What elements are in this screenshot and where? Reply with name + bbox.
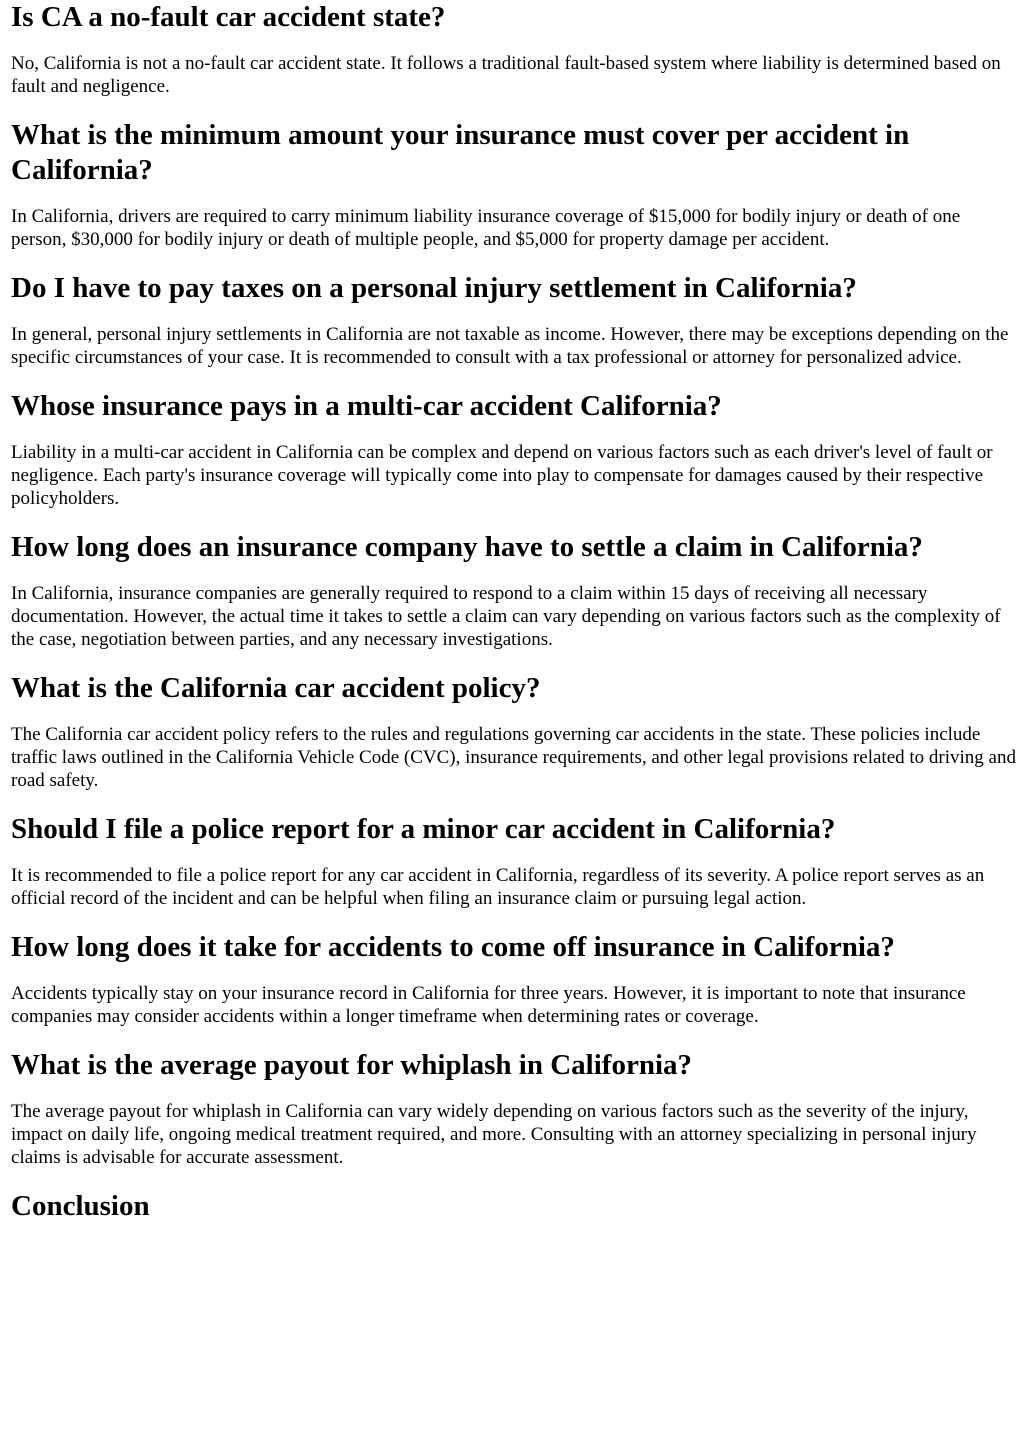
faq-item	[11, 930, 1016, 1048]
faq-item	[11, 812, 1016, 930]
faq-item	[11, 389, 1016, 530]
faq-item	[11, 271, 1016, 389]
faq-item	[11, 118, 1016, 271]
faq-answer: In general, personal injury settlements in California are not taxable as income. However, there may be exceptions depending on the specific circumstances of your case. It is recommended to consult with a tax professional or attorney for personalized advice.	[11, 324, 1009, 368]
faq-answer: The California car accident policy refers to the rules and regulations governing car accidents in the state. These policies include traffic laws outlined in the California Vehicle Code (CVC), insurance requirements, and other legal provisions related to driving and road safety.	[11, 724, 1016, 791]
faq-question: Whose insurance pays in a multi-car accident California?	[11, 390, 722, 422]
faq-question: What is the California car accident policy?	[11, 672, 541, 704]
faq-answer: In California, drivers are required to carry minimum liability insurance coverage of $15,000 for bodily injury or death of one person, $30,000 for bodily injury or death of multiple people, and $5,000 for property damage per accident.	[11, 206, 961, 250]
faq-question: Is CA a no-fault car accident state?	[11, 1, 446, 33]
faq-question: What is the minimum amount your insurance must cover per accident in California?	[11, 119, 910, 186]
faq-question: Should I file a police report for a minor car accident in California?	[11, 813, 836, 845]
faq-item	[11, 0, 1016, 118]
faq-item	[11, 671, 1016, 812]
faq-answer: Accidents typically stay on your insurance record in California for three years. However, it is important to note that insurance companies may consider accidents within a longer timeframe when determining rates or coverage.	[11, 983, 966, 1027]
faq-question: How long does it take for accidents to come off insurance in California?	[11, 931, 895, 963]
faq-list	[11, 0, 1016, 1224]
faq-question: How long does an insurance company have to settle a claim in California?	[11, 531, 923, 563]
faq-question: Do I have to pay taxes on a personal injury settlement in California?	[11, 272, 857, 304]
faq-answer: The average payout for whiplash in California can vary widely depending on various factors such as the severity of the injury, impact on daily life, ongoing medical treatment required, and more. Consulting with an attorney specializing in personal injury claims is advisable for accurate assessment.	[11, 1101, 977, 1168]
faq-item	[11, 1048, 1016, 1189]
faq-item	[11, 530, 1016, 671]
faq-question: What is the average payout for whiplash in California?	[11, 1049, 693, 1081]
faq-answer: Liability in a multi-car accident in California can be complex and depend on various factors such as each driver's level of fault or negligence. Each party's insurance coverage will typically come into play to compensate for damages caused by their respective policyholders.	[11, 442, 993, 509]
conclusion-heading: Conclusion	[11, 1190, 150, 1222]
faq-answer: No, California is not a no-fault car accident state. It follows a traditional fault-based system where liability is determined based on fault and negligence.	[11, 53, 1001, 97]
faq-answer: In California, insurance companies are generally required to respond to a claim within 15 days of receiving all necessary documentation. However, the actual time it takes to settle a claim can vary depending on various factors such as the complexity of the case, negotiation between parties, and any necessary investigations.	[11, 583, 1001, 650]
faq-answer: It is recommended to file a police report for any car accident in California, regardless of its severity. A police report serves as an official record of the incident and can be helpful when filing an insurance claim or pursuing legal action.	[11, 865, 985, 909]
